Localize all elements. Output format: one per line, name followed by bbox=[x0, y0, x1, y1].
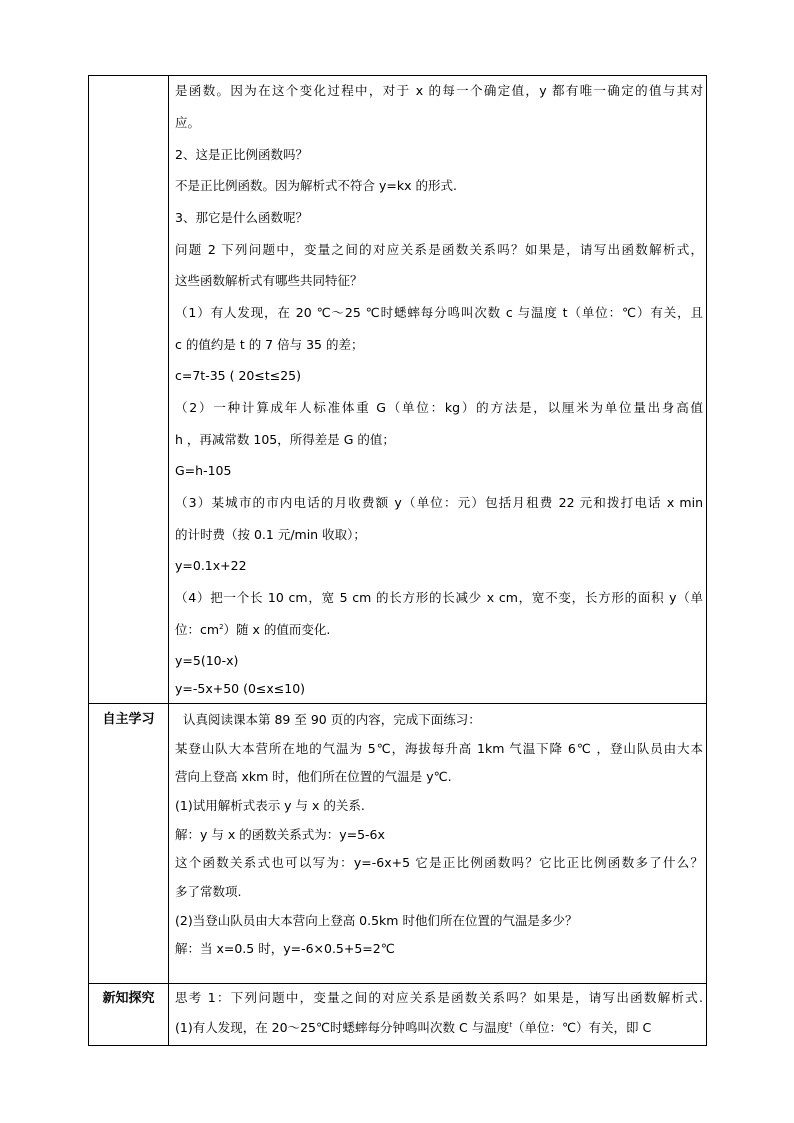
text-part: (1)有人发现，在 20～25℃时蟋蟀每分钟鸣叫次数 C 与温度 bbox=[175, 1020, 510, 1035]
text-line: 是函数。因为在这个变化过程中，对于 x 的每一个确定值，y 都有唯一确定的值与其对 bbox=[175, 83, 703, 98]
formula-line: y=5(10-x) bbox=[175, 653, 239, 668]
text-line: 解：y 与 x 的函数关系式为：y=5-6x bbox=[175, 827, 385, 842]
text-line: 这个函数关系式也可以写为：y=-6x+5 它是正比例函数吗？它比正比例函数多了什么？ bbox=[175, 855, 703, 870]
text-line-with-italic bbox=[175, 1020, 651, 1036]
row-label-new-knowledge: 新知探究 bbox=[102, 991, 155, 1006]
text-part-tail: （单位：℃）有关，即 C bbox=[511, 1020, 652, 1035]
unit-text-tail: ）随 x 的值而变化. bbox=[223, 622, 331, 637]
text-line: 不是正比例函数。因为解析式不符合 y=kx 的形式. bbox=[175, 178, 457, 193]
text-line: 认真阅读课本第 89 至 90 页的内容，完成下面练习： bbox=[183, 712, 481, 727]
text-line: 应。 bbox=[175, 115, 201, 130]
text-line-with-superscript bbox=[175, 622, 330, 638]
text-line: c 的值约是 t 的 7 倍与 35 的差； bbox=[175, 337, 364, 352]
text-line: 营向上登高 xkm 时，他们所在位置的气温是 y℃. bbox=[175, 769, 452, 784]
row-content bbox=[175, 76, 703, 703]
text-line: 的计时费（按 0.1 元/min 收取）； bbox=[175, 527, 366, 542]
text-line: 思考 1：下列问题中，变量之间的对应关系是函数关系吗？如果是，请写出函数解析式. bbox=[175, 990, 703, 1005]
formula-line: y=0.1x+22 bbox=[175, 558, 247, 573]
row-content bbox=[175, 703, 703, 983]
text-line: （2）一种计算成年人标准体重 G（单位：kg）的方法是，以厘米为单位量出身高值 bbox=[175, 400, 703, 415]
text-line: (1)试用解析式表示 y 与 x 的关系. bbox=[175, 798, 365, 813]
formula-line: G=h-105 bbox=[175, 463, 232, 478]
text-line: （1）有人发现，在 20 ℃～25 ℃时蟋蟀每分鸣叫次数 c 与温度 t（单位：℃）有关，且 bbox=[175, 305, 703, 320]
text-line: 3、那它是什么函数呢？ bbox=[175, 210, 308, 225]
column-divider bbox=[168, 76, 169, 1045]
text-line: 问题 2 下列问题中，变量之间的对应关系是函数关系吗？如果是，请写出函数解析式， bbox=[175, 242, 703, 257]
variable-t: t bbox=[509, 1020, 512, 1029]
text-line: 解：当 x=0.5 时，y=-6×0.5+5=2℃ bbox=[175, 941, 395, 956]
formula-line: y=-5x+50 (0≤x≤10) bbox=[175, 681, 306, 696]
text-line: 2、这是正比例函数吗？ bbox=[175, 147, 308, 162]
text-line: h ，再减常数 105，所得差是 G 的值； bbox=[175, 432, 395, 447]
superscript-2: 2 bbox=[219, 622, 224, 631]
text-line: （3）某城市的市内电话的月收费额 y（单位：元）包括月租费 22 元和拨打电话 x min bbox=[175, 495, 703, 510]
unit-text: 位：cm bbox=[175, 622, 220, 637]
table-row-new-knowledge bbox=[89, 983, 706, 1047]
table-row-self-study bbox=[89, 703, 706, 983]
text-line: (2)当登山队员由大本营向上登高 0.5km 时他们所在位置的气温是多少？ bbox=[175, 913, 578, 928]
lesson-plan-table bbox=[88, 75, 707, 1046]
text-line: （4）把一个长 10 cm，宽 5 cm 的长方形的长减少 x cm，宽不变，长方形的面积 y（单 bbox=[175, 590, 703, 605]
row-label-self-study: 自主学习 bbox=[102, 712, 155, 727]
text-line: 某登山队大本营所在地的气温为 5℃，海拔每升高 1km 气温下降 6℃ ，登山队员由大本 bbox=[175, 741, 703, 756]
table-row-continuation bbox=[89, 76, 706, 703]
text-line: 多了常数项. bbox=[175, 884, 242, 899]
text-line: 这些函数解析式有哪些共同特征？ bbox=[175, 273, 363, 288]
formula-line: c=7t-35 ( 20≤t≤25) bbox=[175, 368, 301, 383]
row-content bbox=[175, 983, 703, 1047]
